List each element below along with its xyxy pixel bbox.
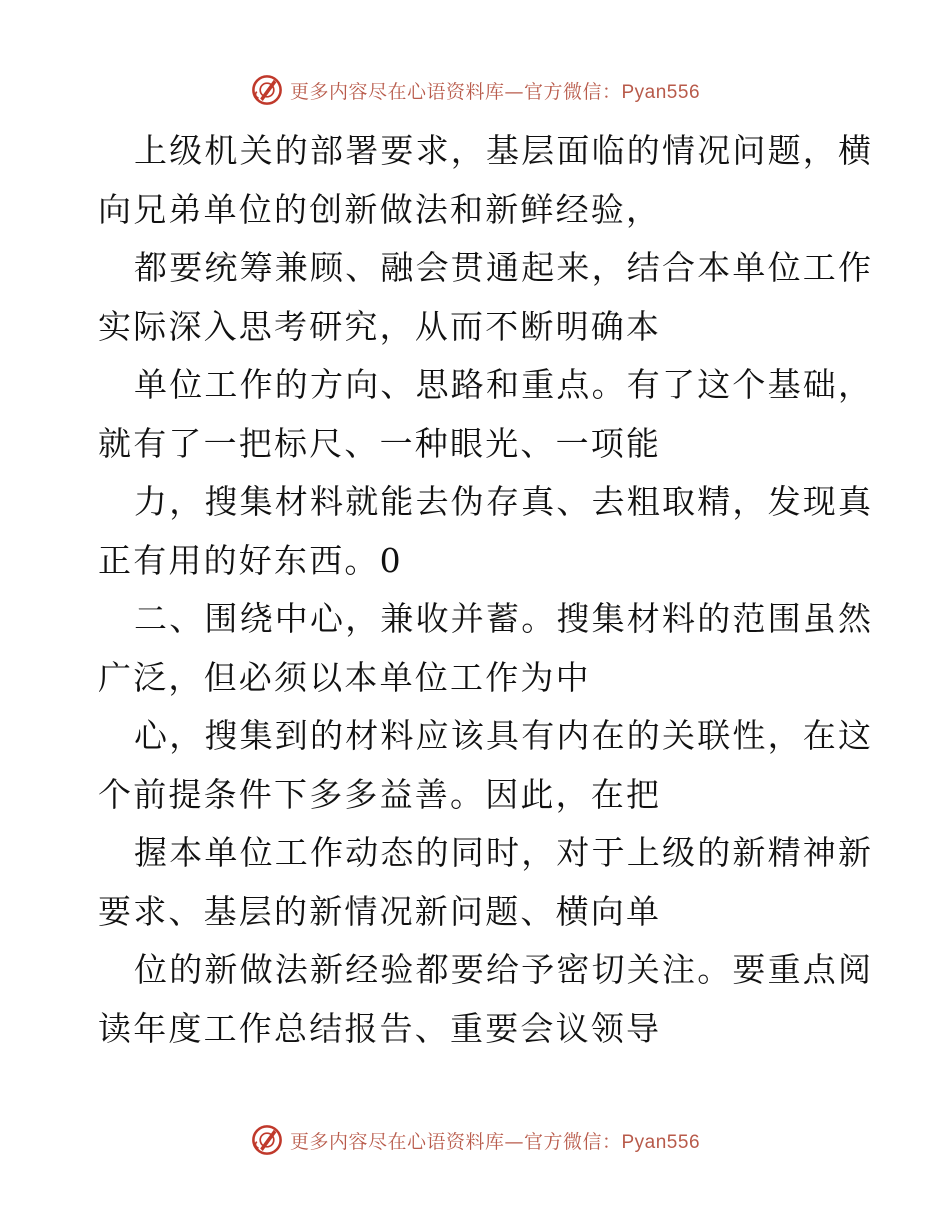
document-body: [98, 122, 874, 1058]
text-line: 向兄弟单位的创新做法和新鲜经验，: [98, 189, 662, 229]
text-line: 单位工作的方向、思路和重点。有了这个基础，: [134, 365, 874, 404]
pen-circle-logo-icon: [250, 73, 284, 107]
text-line: 握本单位工作动态的同时，对于上级的新精神新: [134, 833, 874, 872]
text-line: 要求、基层的新情况新问题、横向单: [98, 891, 662, 931]
text-line: 广泛，但必须以本单位工作为中: [98, 657, 591, 697]
text-line: 力，搜集材料就能去伪存真、去粗取精，发现真: [134, 482, 874, 521]
text-line: 读年度工作总结报告、重要会议领导: [98, 1008, 662, 1048]
text-line: 都要统筹兼顾、融会贯通起来，结合本单位工作: [134, 248, 874, 287]
text-line: 二、围绕中心，兼收并蓄。搜集材料的范围虽然: [134, 599, 874, 638]
footer-watermark: [0, 1120, 950, 1160]
text-line: 上级机关的部署要求，基层面临的情况问题，横: [134, 131, 874, 170]
text-line: 就有了一把标尺、一种眼光、一项能: [98, 423, 662, 463]
text-line: 位的新做法新经验都要给予密切关注。要重点阅: [134, 950, 874, 989]
text-line: 个前提条件下多多益善。因此，在把: [98, 774, 662, 814]
text-line: 正有用的好东西。0: [98, 540, 403, 580]
header-watermark: [0, 70, 950, 110]
text-line: 实际深入思考研究，从而不断明确本: [98, 306, 662, 346]
watermark-text: 更多内容尽在心语资料库—官方微信：Pyan556: [289, 1130, 701, 1153]
text-line: 心，搜集到的材料应该具有内在的关联性，在这: [134, 716, 874, 755]
watermark-text: 更多内容尽在心语资料库—官方微信：Pyan556: [289, 80, 701, 103]
pen-circle-logo-icon: [250, 1123, 284, 1157]
